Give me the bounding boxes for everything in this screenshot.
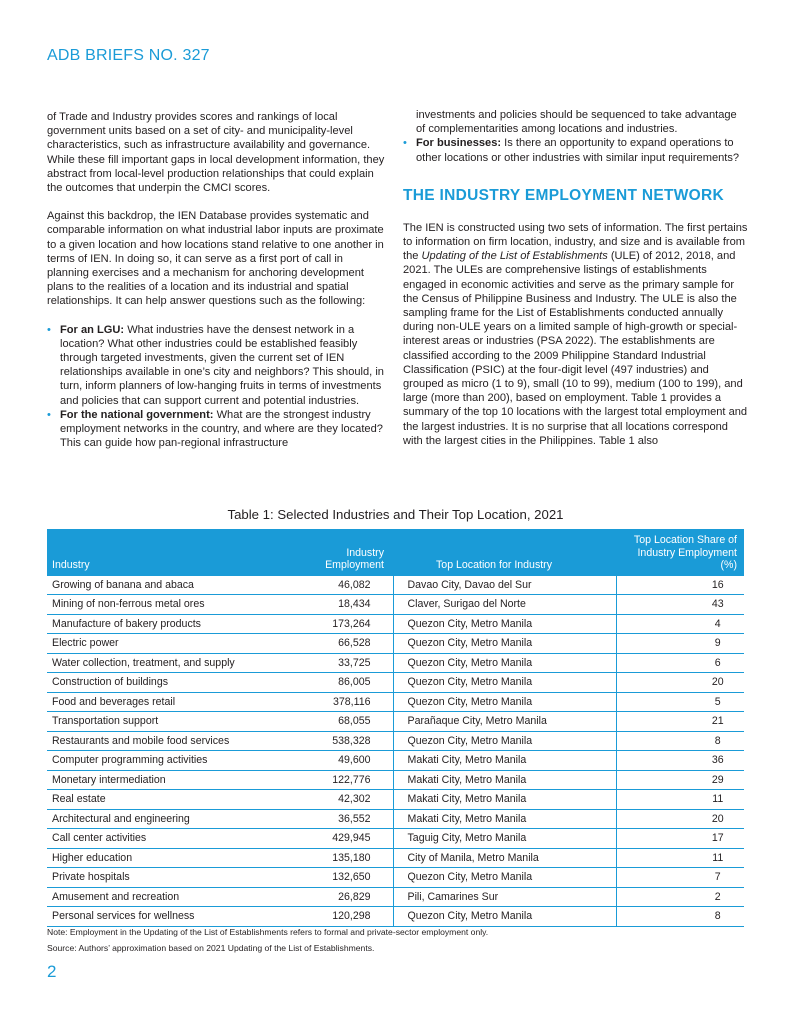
cell-employment: 429,945 <box>297 829 393 849</box>
cell-industry: Manufacture of bakery products <box>47 614 297 634</box>
table-row <box>47 712 744 732</box>
table-row <box>47 848 744 868</box>
cell-industry: Mining of non-ferrous metal ores <box>47 595 297 615</box>
page-number: 2 <box>47 962 57 981</box>
cell-share: 9 <box>616 634 744 654</box>
cell-employment: 18,434 <box>297 595 393 615</box>
cell-location: Quezon City, Metro Manila <box>393 868 616 888</box>
paragraph-text: (ULE) of 2012, 2018, and 2021. The ULEs are comprehensive listings of establishments engaged in economic activities and serve as the primary sample for the Census of Philippine Business and Industry. The ULE is also the sampling frame for the List of Establishments conducted annually during non-ULE years on a limited sample of high-growth or special-interest areas or industries (PSA 2022). The establishments are classified according to the 2009 Philippine Standard Industrial Classification (PSIC) at the four-digit level (497 industries) and grouped as micro (1 to 9), small (10 to 99), medium (100 to 199), and large (more than 200), based on employment. Table 1 provides a summary of the top 10 locations with the largest total employment and the largest industries. It is no surprise that all locations correspond with the largest cities in the Philippines. Table 1 also <box>403 250 748 447</box>
table-body <box>47 576 744 927</box>
header-employment <box>297 529 393 576</box>
cell-employment: 122,776 <box>297 770 393 790</box>
header-share-line1: Top Location Share of <box>633 534 737 546</box>
cell-share: 29 <box>616 770 744 790</box>
cell-industry: Growing of banana and abaca <box>47 576 297 595</box>
table-caption: Table 1: Selected Industries and Their Top Location, 2021 <box>227 507 564 522</box>
cell-share: 17 <box>616 829 744 849</box>
cell-location: Quezon City, Metro Manila <box>393 673 616 693</box>
paragraph: Against this backdrop, the IEN Database provides systematic and comparable information on what industrial labor inputs are proximate to a given location and how locations stand relative to one another in terms of IEN. In doing so, it can serve as a first port of call in planning exercises and a mechanism for anchoring development plans to the realities of a location and its industrial and spatial relationships. It can help answer questions such as the following: <box>47 210 384 308</box>
table-notes <box>47 924 488 956</box>
cell-share: 43 <box>616 595 744 615</box>
cell-industry: Real estate <box>47 790 297 810</box>
header-share <box>616 529 744 576</box>
cell-location: Pili, Camarines Sur <box>393 887 616 907</box>
table-row <box>47 809 744 829</box>
right-column <box>403 108 748 448</box>
cell-share: 8 <box>616 731 744 751</box>
cell-employment: 378,116 <box>297 692 393 712</box>
cell-industry: Food and beverages retail <box>47 692 297 712</box>
cell-location: Makati City, Metro Manila <box>393 770 616 790</box>
cell-industry: Restaurants and mobile food services <box>47 731 297 751</box>
table-row <box>47 595 744 615</box>
cell-location: Davao City, Davao del Sur <box>393 576 616 595</box>
bullet-label: For an LGU: <box>60 323 125 336</box>
bullet-icon: • <box>47 408 51 421</box>
bullet-item-lgu <box>47 323 385 408</box>
cell-employment: 26,829 <box>297 887 393 907</box>
table-source: Source: Authors’ approximation based on 2021 Updating of the List of Establishments. <box>47 943 375 953</box>
table-row <box>47 770 744 790</box>
cell-employment: 132,650 <box>297 868 393 888</box>
bullet-item-businesses <box>403 136 748 164</box>
bullet-icon: • <box>47 323 51 336</box>
cell-location: Parañaque City, Metro Manila <box>393 712 616 732</box>
cell-industry: Water collection, treatment, and supply <box>47 653 297 673</box>
table-note: Note: Employment in the Updating of the List of Establishments refers to formal and private-sector employment only. <box>47 927 489 937</box>
header-share-line2: Industry Employment (%) <box>637 546 737 571</box>
running-header: ADB BRIEFS NO. 327 <box>47 47 210 64</box>
left-column <box>47 110 385 450</box>
table-row <box>47 790 744 810</box>
cell-share: 2 <box>616 887 744 907</box>
cell-employment: 46,082 <box>297 576 393 595</box>
cell-employment: 33,725 <box>297 653 393 673</box>
cell-share: 21 <box>616 712 744 732</box>
industries-table <box>47 529 744 927</box>
cell-employment: 86,005 <box>297 673 393 693</box>
header-top-location: Top Location for Industry <box>393 529 616 576</box>
cell-share: 7 <box>616 868 744 888</box>
paragraph: of Trade and Industry provides scores and rankings of local government units based on a set of city- and municipality-level characteristics, such as infrastructure availability and governance. While these fill important gaps in local development information, they abstract from local-level production relationships that could explain the outcomes that underpin the CMCI scores. <box>47 111 385 195</box>
bullet-label: For the national government: <box>60 408 214 421</box>
header-employment-line2: Employment <box>325 559 384 571</box>
cell-industry: Construction of buildings <box>47 673 297 693</box>
cell-location: Quezon City, Metro Manila <box>393 907 616 927</box>
header-industry: Industry <box>47 529 297 576</box>
cell-location: Quezon City, Metro Manila <box>393 634 616 654</box>
cell-location: Quezon City, Metro Manila <box>393 692 616 712</box>
table-row <box>47 829 744 849</box>
cell-share: 11 <box>616 790 744 810</box>
bullet-text: What industries have the densest network in a location? What other industries could be established feasibly through targeted investments, given the current set of IEN relationships available in one’s city and neighbors? This should, in turn, inform planners of low-hanging fruits in terms of investments and policies that can support current and potential industries. <box>60 323 384 407</box>
table-row <box>47 868 744 888</box>
table-header-row <box>47 529 744 576</box>
cell-location: Quezon City, Metro Manila <box>393 653 616 673</box>
cell-share: 8 <box>616 907 744 927</box>
bullet-list <box>403 136 748 164</box>
bullet-item-national-government <box>47 408 385 451</box>
cell-share: 6 <box>616 653 744 673</box>
cell-share: 20 <box>616 809 744 829</box>
cell-industry: Architectural and engineering <box>47 809 297 829</box>
cell-location: Taguig City, Metro Manila <box>393 829 616 849</box>
cell-location: Quezon City, Metro Manila <box>393 731 616 751</box>
header-employment-line1: Industry <box>346 546 384 559</box>
cell-employment: 135,180 <box>297 848 393 868</box>
cell-employment: 68,055 <box>297 712 393 732</box>
cell-industry: Higher education <box>47 848 297 868</box>
cell-location: Claver, Surigao del Norte <box>393 595 616 615</box>
bullet-text: What are the strongest industry employment networks in the country, and where are they located? This can guide how pan-regional infrastructure <box>60 408 383 450</box>
cell-share: 5 <box>616 692 744 712</box>
cell-industry: Computer programming activities <box>47 751 297 771</box>
cell-employment: 42,302 <box>297 790 393 810</box>
table-row <box>47 614 744 634</box>
publication-title: Updating of the List of Establishments <box>421 250 608 263</box>
cell-location: Makati City, Metro Manila <box>393 751 616 771</box>
table-row <box>47 576 744 595</box>
cell-employment: 120,298 <box>297 907 393 927</box>
paragraph-text: The IEN is constructed using two sets of information. The first pertains to information on firm location, industry, and size and is available from the <box>403 221 748 263</box>
cell-employment: 173,264 <box>297 614 393 634</box>
bullet-label: For businesses: <box>416 137 502 150</box>
section-title: THE INDUSTRY EMPLOYMENT NETWORK <box>403 186 725 204</box>
cell-employment: 36,552 <box>297 809 393 829</box>
table-row <box>47 751 744 771</box>
cell-share: 4 <box>616 614 744 634</box>
cell-industry: Call center activities <box>47 829 297 849</box>
cell-industry: Transportation support <box>47 712 297 732</box>
table-row <box>47 692 744 712</box>
bullet-continuation: investments and policies should be sequenced to take advantage of complementarities among locations and industries. <box>416 109 737 136</box>
bullet-list <box>47 323 385 451</box>
table-row <box>47 887 744 907</box>
bullet-text: Is there an opportunity to expand operations to other locations or other industries with similar input requirements? <box>416 137 740 164</box>
cell-industry: Electric power <box>47 634 297 654</box>
cell-location: Makati City, Metro Manila <box>393 790 616 810</box>
cell-share: 20 <box>616 673 744 693</box>
cell-employment: 66,528 <box>297 634 393 654</box>
cell-employment: 538,328 <box>297 731 393 751</box>
cell-industry: Private hospitals <box>47 868 297 888</box>
bullet-icon: • <box>403 137 407 150</box>
cell-share: 36 <box>616 751 744 771</box>
table-row <box>47 653 744 673</box>
paragraph <box>403 221 748 448</box>
cell-industry: Monetary intermediation <box>47 770 297 790</box>
table-row <box>47 731 744 751</box>
table-row <box>47 673 744 693</box>
cell-share: 11 <box>616 848 744 868</box>
cell-employment: 49,600 <box>297 751 393 771</box>
cell-location: Quezon City, Metro Manila <box>393 614 616 634</box>
cell-industry: Personal services for wellness <box>47 907 297 927</box>
table-row <box>47 634 744 654</box>
cell-share: 16 <box>616 576 744 595</box>
cell-industry: Amusement and recreation <box>47 887 297 907</box>
cell-location: Makati City, Metro Manila <box>393 809 616 829</box>
cell-location: City of Manila, Metro Manila <box>393 848 616 868</box>
